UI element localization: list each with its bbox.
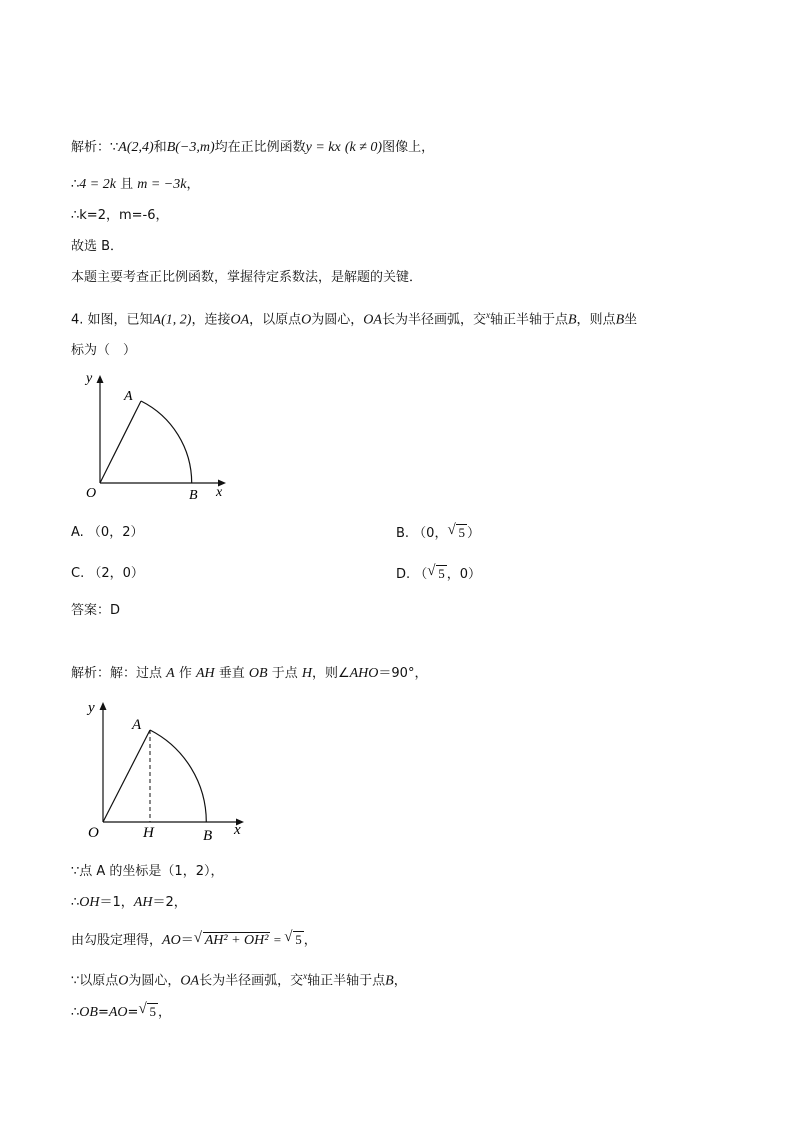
radical-sign: √ — [427, 563, 436, 579]
question4-line1 — [71, 305, 637, 330]
figure-quarter-arc — [70, 368, 240, 514]
segment-expr: AO — [108, 1005, 128, 1020]
option-label: B. （0， — [396, 526, 448, 541]
angle-expr: AHO — [349, 666, 379, 681]
text: 垂直 — [214, 666, 249, 681]
option-label: D. （ — [396, 567, 428, 582]
therefore-symbol: ∴ — [71, 177, 80, 192]
text: 长为半径画弧，交 — [381, 312, 486, 328]
text: ＝ — [180, 933, 194, 948]
point-a-expr: A(2,4) — [118, 140, 154, 155]
text: 解析：解：过点 — [71, 666, 167, 681]
text: ， — [393, 973, 407, 989]
y-axis-arrow — [97, 375, 104, 383]
analysis3-line3: ∴k=2，m=-6， — [71, 208, 169, 223]
analysis4-line4 — [71, 930, 317, 951]
label-o: O — [88, 825, 99, 841]
label-y: y — [86, 371, 93, 386]
text: 坐 — [624, 312, 638, 328]
analysis3-line1 — [71, 138, 434, 158]
label-b: B — [189, 488, 198, 503]
analysis-label: 解析：∵ — [71, 140, 119, 155]
axis-expr: x — [303, 971, 308, 981]
radical-sign: √ — [193, 930, 202, 946]
radical-sign: √ — [447, 522, 456, 538]
text: 均在正比例函数 — [214, 140, 306, 155]
segment-oa — [100, 401, 141, 483]
arc-ab — [141, 401, 192, 483]
radicand: 5 — [438, 566, 445, 581]
text: ∵以原点 — [71, 973, 119, 989]
label-o: O — [86, 486, 97, 501]
segment-expr: OB — [79, 1005, 98, 1020]
text: 4. 如图，已知 — [71, 312, 153, 328]
sqrt-expr — [194, 931, 271, 951]
segment-expr: AO — [162, 933, 181, 948]
point-expr: O — [301, 312, 312, 328]
point-b-expr: B(−3,m) — [166, 140, 215, 155]
radicand: 5 — [149, 1004, 156, 1019]
text: ，以原点 — [249, 312, 302, 328]
radicand: 5 — [458, 525, 465, 540]
text: ， — [303, 933, 317, 948]
text: 为圆心， — [128, 973, 181, 989]
question4-line2: 标为（ ） — [71, 343, 137, 358]
text: ） — [466, 526, 480, 541]
segment-expr: OA — [230, 312, 250, 328]
arc-ab — [150, 730, 206, 822]
analysis4-line5 — [71, 966, 407, 991]
axis-expr: x — [485, 310, 490, 320]
label-a: A — [124, 389, 133, 404]
text: ＝90°， — [378, 666, 428, 681]
text: 长为半径画弧，交 — [199, 973, 304, 989]
text: 轴正半轴于点 — [489, 312, 568, 328]
analysis4-line2: ∵点 A 的坐标是（1，2）， — [71, 864, 224, 879]
point-expr: B — [567, 312, 577, 328]
sqrt-expr — [284, 930, 304, 950]
analysis4-line1 — [71, 664, 427, 684]
segment-oa — [103, 730, 150, 822]
radical-sign: √ — [138, 1001, 147, 1017]
radicand: 5 — [295, 932, 302, 947]
point-expr: H — [301, 666, 312, 681]
text: 作 — [174, 666, 196, 681]
segment-expr: OA — [180, 973, 200, 989]
text: 由勾股定理得， — [71, 933, 163, 948]
figure-2-svg — [70, 694, 250, 844]
point-expr: A(1, 2) — [152, 312, 192, 328]
answer: 答案：D — [71, 603, 121, 618]
function-expr: y = kx — [305, 140, 341, 155]
text: ，则∠ — [311, 666, 350, 681]
figure-1-svg — [70, 368, 240, 510]
analysis3-line4: 故选 B． — [71, 239, 124, 254]
label-y: y — [88, 700, 95, 716]
label-x: x — [216, 485, 223, 500]
label-b: B — [203, 828, 213, 844]
text: ，连接 — [191, 312, 231, 328]
segment-expr: OA — [363, 312, 382, 328]
label-x: x — [234, 822, 241, 838]
text: = — [127, 1005, 139, 1020]
condition-expr: (k ≠ 0) — [344, 140, 383, 155]
label-h: H — [143, 825, 154, 841]
text: ，0） — [446, 567, 482, 582]
radical-sign: √ — [284, 929, 293, 945]
therefore-symbol: ∴ — [71, 1005, 80, 1020]
text: 且 — [115, 177, 138, 192]
y-axis-arrow — [100, 702, 107, 710]
text: ＝2， — [152, 895, 187, 910]
point-expr: O — [118, 973, 129, 989]
text: 轴正半轴于点 — [307, 973, 386, 989]
text: ＝1， — [99, 895, 134, 910]
label-a: A — [132, 717, 142, 733]
point-expr: B — [385, 973, 394, 989]
radicand: AH² + OH² — [204, 933, 269, 948]
option-c: C. （2，0） — [71, 566, 144, 581]
point-expr: B — [615, 312, 625, 328]
analysis3-line2 — [71, 175, 199, 195]
text: 于点 — [267, 666, 302, 681]
therefore-symbol: ∴ — [71, 895, 80, 910]
text: = — [270, 932, 285, 947]
sqrt-expr — [447, 523, 467, 543]
equation: 4 = 2k — [79, 177, 116, 192]
point-expr: A — [166, 666, 175, 681]
option-d — [396, 564, 481, 585]
segment-expr: AH — [195, 666, 215, 681]
sqrt-expr — [138, 1002, 158, 1022]
sqrt-expr — [427, 564, 447, 584]
equation: m = −3k — [137, 177, 187, 192]
segment-expr: OB — [248, 666, 268, 681]
analysis4-line3 — [71, 893, 187, 913]
text: ， — [186, 177, 200, 192]
text: 为圆心， — [311, 312, 364, 328]
figure-quarter-arc-with-h — [70, 694, 250, 848]
segment-expr: AH — [133, 895, 153, 910]
text: 图像上， — [382, 140, 435, 155]
text: ，则点 — [576, 312, 616, 328]
text: = — [97, 1005, 109, 1020]
segment-expr: OH — [79, 895, 100, 910]
text: 和 — [153, 140, 167, 155]
option-b — [396, 523, 480, 544]
option-a: A. （0，2） — [71, 525, 144, 540]
analysis4-line6 — [71, 1002, 171, 1023]
text: ， — [157, 1005, 171, 1020]
analysis3-line5: 本题主要考查正比例函数，掌握待定系数法，是解题的关键． — [71, 270, 423, 285]
